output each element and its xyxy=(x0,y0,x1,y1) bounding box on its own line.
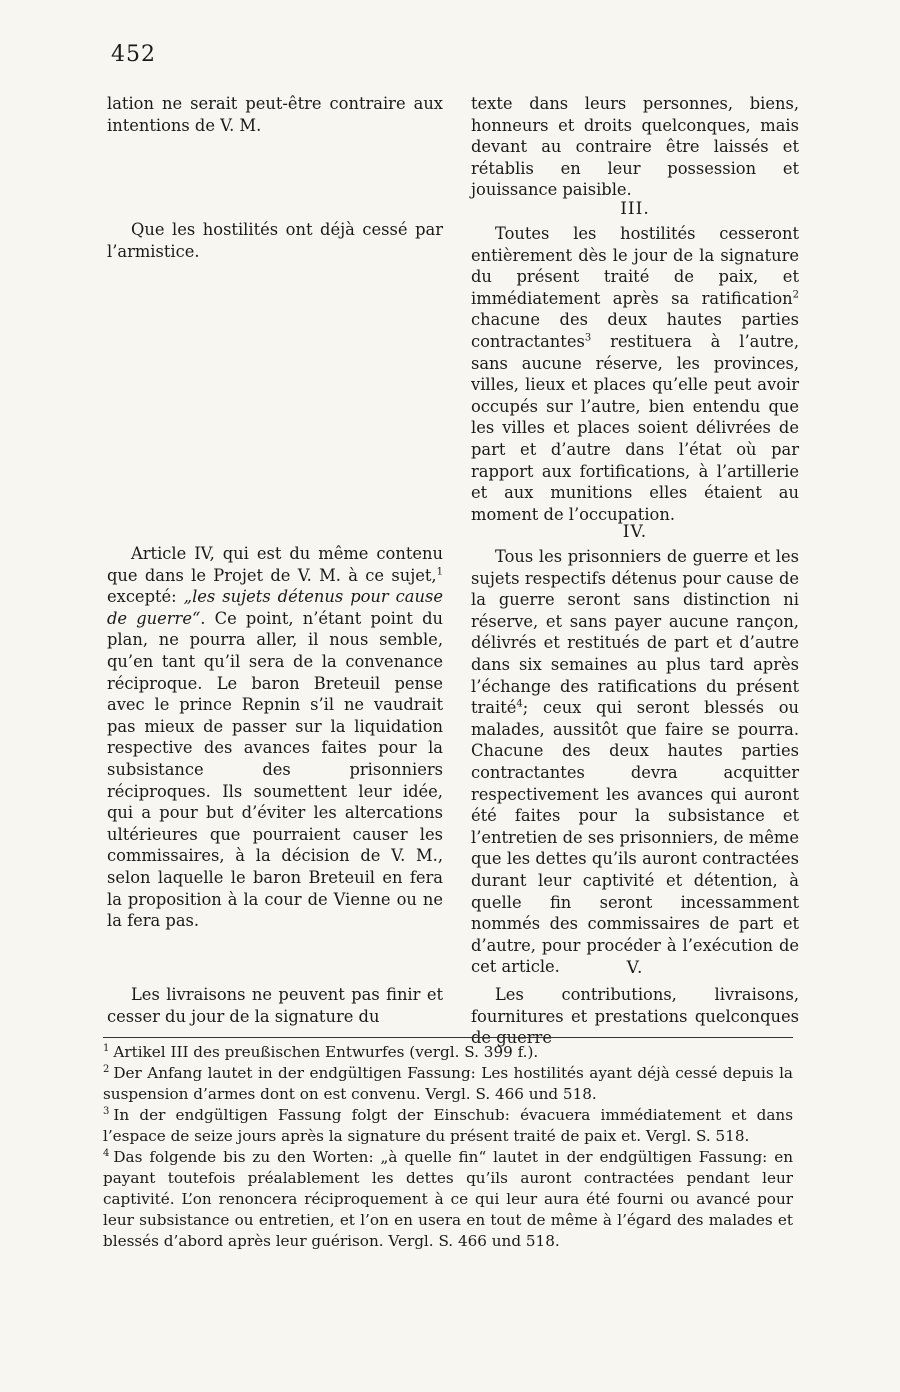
article-heading-iii: III. xyxy=(620,199,650,219)
footnote-1-number: 1 xyxy=(103,1042,110,1054)
left-p3-start: Article IV, qui est du même contenu que dans le Projet de V. M. à ce sujet, xyxy=(107,544,443,585)
footnote-3-number: 3 xyxy=(103,1105,110,1117)
footnote-3 xyxy=(103,1105,793,1147)
footnote-2 xyxy=(103,1063,793,1105)
article-iii-b: chacune des deux hautes parties contractantes xyxy=(471,310,799,351)
footnote-2-number: 2 xyxy=(103,1063,110,1075)
left-p3-italic: „les sujets détenus pour cause de guerre“ xyxy=(107,587,443,628)
footnote-3-text: In der endgültigen Fassung folgt der Einschub: évacuera immédiatement et dans l’espace de seize jours après la signature du présent traité de paix et. Vergl. S. 518. xyxy=(103,1106,793,1145)
article-heading-v: V. xyxy=(626,958,644,978)
footnote-ref-2: 2 xyxy=(792,289,799,301)
footnote-ref-4: 4 xyxy=(516,698,523,710)
left-p3-end: . Ce point, n’étant point du plan, ne pourra aller, il nous semble, qu’en tant qu’il sera de la convenance réciproque. Le baron Breteuil pense avec le prince Repnin s’il ne vaudrait pas mieux de passer sur la liquidation respective des avances faites pour la subsistance des prisonniers réciproques. Ils soumettent leur idée, qui a pour but d’éviter les altercations ultérieures que pourraient causer les commissaires, à la décision de V. M., selon laquelle le baron Breteuil en fera la proposition à la cour de Vienne ou ne la fera pas. xyxy=(107,608,443,931)
left-paragraph-3 xyxy=(107,543,443,932)
left-paragraph-2: Que les hostilités ont déjà cessé par l’armistice. xyxy=(107,220,443,261)
footnote-4 xyxy=(103,1147,793,1252)
left-p3-mid: excepté: xyxy=(107,587,184,607)
article-iii-a: Toutes les hostilités cesseront entièrement dès le jour de la signature du présent traité de paix, et immédiatement après sa ratification xyxy=(471,224,799,308)
right-paragraph-article-v: Les contributions, livraisons, fournitures et prestations quelconques de guerre xyxy=(471,985,799,1048)
article-heading-iv: IV. xyxy=(622,522,648,542)
footnote-2-text: Der Anfang lautet in der endgültigen Fassung: Les hostilités ayant déjà cessé depuis la suspension d’armes dont on est convenu. Vergl. S. 466 und 518. xyxy=(103,1064,793,1103)
left-paragraph-1: lation ne serait peut-être contraire aux intentions de V. M. xyxy=(107,94,443,135)
footnote-ref-1: 1 xyxy=(436,566,443,578)
right-paragraph-1: texte dans leurs personnes, biens, honneurs et droits quelconques, mais devant au contraire être laissés et rétablis en leur possession et jouissance paisible. xyxy=(471,94,799,200)
article-iv-a: Tous les prisonniers de guerre et les sujets respectifs détenus pour cause de la guerre seront sans distinction ni réserve, et sans payer aucune rançon, délivrés et restitués de part et d’autre dans six semaines au plus tard après l’échange des ratifications du présent traité xyxy=(471,547,799,718)
left-paragraph-4: Les livraisons ne peuvent pas finir et cesser du jour de la signature du xyxy=(107,985,443,1026)
footnote-ref-3: 3 xyxy=(584,332,592,344)
right-paragraph-article-iii xyxy=(471,223,799,525)
article-iv-b: ; ceux qui seront blessés ou malades, aussitôt que faire se pourra. Chacune des deux hautes parties contractantes devra acquitter respectivement les avances qui auront été faites pour la subsistance et l’entretien de ses prisonniers, de même que les dettes qu’ils auront contractées durant leur captivité et détention, à quelle fin seront incessamment nommés des commissaires de part et d’autre, pour procéder à l’exécution de cet article. xyxy=(471,698,799,977)
footnote-4-text: Das folgende bis zu den Worten: „à quelle fin“ lautet in der endgültigen Fassung: en payant toutefois préalablement les dettes qu’ils auront contractées pendant leur captivité. L’on renoncera réciproquement à ce qui leur aura été fourni ou avancé pour leur subsistance ou entretien, et l’on en usera en tout de même à l’égard des malades et blessés d’abord après leur guérison. Vergl. S. 466 und 518. xyxy=(103,1148,793,1250)
footnote-1 xyxy=(103,1042,793,1063)
page-number: 452 xyxy=(111,42,156,67)
footnotes xyxy=(103,1037,793,1252)
footnote-4-number: 4 xyxy=(103,1147,110,1159)
footnote-1-text: Artikel III des preußischen Entwurfes (vergl. S. 399 f.). xyxy=(113,1043,539,1061)
right-paragraph-article-iv xyxy=(471,546,799,978)
article-iii-c: restituera à l’autre, sans aucune réserve, les provinces, villes, lieux et places qu’elle peut avoir occupés sur l’autre, bien entendu que les villes et places soient délivrées de part et d’autre dans l’état où par rapport aux fortifications, à l’artillerie et aux munitions elles étaient au moment de l’occupation. xyxy=(471,331,799,524)
